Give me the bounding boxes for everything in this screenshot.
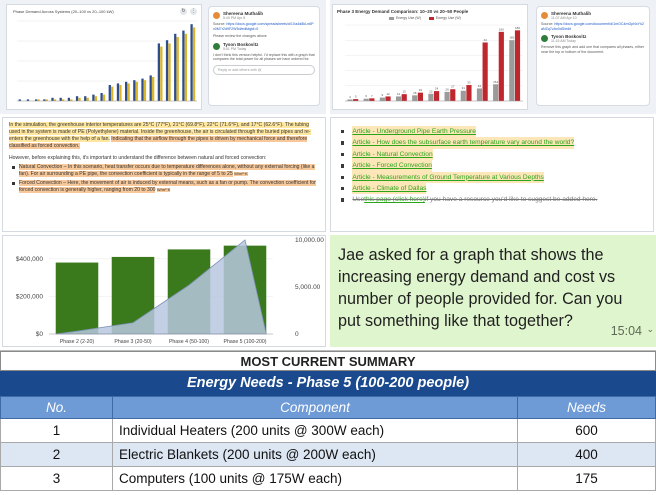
data-label: 31 [461,86,465,91]
bar [125,82,127,101]
bar [193,27,195,101]
reply-time: 11:15 AM Today [551,39,576,44]
bar [450,89,455,101]
bar [396,96,401,101]
data-label: 9 [381,93,384,98]
bar [185,34,187,101]
message-text: Jae asked for a graph that shows the increasing energy demand and cost vs number of people provided for. Can you put something like that together? [338,246,623,330]
data-label: 22 [429,89,433,94]
list-item [341,183,643,194]
article-link[interactable]: Article - Climate of Dallas [352,183,426,194]
reply-time: 5:51 PM Today [223,46,247,51]
bar [182,31,184,101]
list-item: Natural Convection – In this scenario, heat transfer occurs due to temperature differences alone, without any external forcing (like a fan). For air surrounding a PE pipe, the convection coefficient is typically in the range of 5 to 25 W/m²·K [9,164,319,178]
reply-input[interactable]: Reply or add others with @ [213,65,315,75]
bar [418,93,423,101]
row-component: Individual Heaters (200 units @ 300W each) [113,419,518,443]
article-link[interactable]: Article - How does the subsurface earth temperature vary around the world? [352,137,574,148]
bar [434,91,439,101]
chart-actions [180,8,197,15]
comment-body: Source: https://docs.google.com/spreadsheets/d/1Xa4d8kLn6Pv0M7r2d9F2W5d/edit#gid=0 [213,22,314,31]
bar [466,85,471,101]
bar [477,88,482,101]
summary-title: MOST CURRENT SUMMARY [0,351,656,371]
avatar [213,43,220,50]
column-header: Component [113,397,518,419]
bar [92,95,94,101]
chevron-down-icon[interactable]: ⌄ [646,324,654,334]
bullet-list [9,164,319,194]
table-row [1,443,656,467]
unit-fraction: W/m²·K [234,170,248,176]
refresh-icon[interactable]: ↻ [181,8,186,14]
data-label: 12 [386,91,390,96]
data-label: 154 [493,79,499,84]
bar [380,98,385,101]
row-needs: 400 [518,443,656,467]
row-number: 2 [1,443,113,467]
bar [509,40,514,101]
avatar [541,12,548,19]
y-tick-label: $400,000 [15,255,43,263]
row-needs: 600 [518,419,656,443]
bar [158,43,160,101]
phase-heading: Energy Needs - Phase 5 (100-200 people) [0,371,656,396]
bar [177,37,179,101]
summary-table-panel [0,350,656,495]
bar [68,98,70,101]
comment-author: Shereena Muthalib [551,11,592,16]
bar [168,43,170,101]
bar [515,30,520,101]
paragraph: In the simulation, the greenhouse interior temperatures are 25°C (77°F), 21°C (69.8°F), 22°C (71.6°F), and 17°C (62.6°F). The tubing used in the system is made of PE (Polyethylene) material. Inside the greenhouse, the air is circulated through the buried pipes and re-enters the greenhouse with the help of a fan. Indicating that the airflow through the pipes is driven by mechanical force and therefore classified as forced convection. [9,122,311,149]
bar [76,96,78,101]
bar [428,94,433,101]
bar [483,42,488,101]
y2-tick-label: 5,000.00 [295,284,321,291]
chat-message [330,235,656,347]
bar [144,80,146,101]
bar [103,95,105,101]
article-link[interactable]: Article - Measurements of Ground Temperature at Various Depths [352,172,543,183]
bar [369,98,374,101]
bar [402,94,407,101]
avatar [541,35,548,42]
chart-title: Phase 3 Energy Demand Comparison: 10–20 vs 20–50 People [337,9,469,14]
cost-demand-chart [2,235,326,347]
data-label: 182 [509,35,515,40]
bar [117,83,119,101]
x-tick-label: Phase 2 (2-20) [59,339,95,345]
legend-item: Energy Use (W) [429,16,461,20]
bar [133,80,135,101]
chart-legend [389,16,461,20]
bar [160,47,162,101]
bar [445,92,450,101]
comment-author: Shereena Muthalib [223,11,264,16]
bar [141,79,143,101]
bar-chart-card[interactable] [6,4,202,110]
list-item [341,172,643,183]
data-label: 19 [418,88,423,93]
y2-tick-label: 0 [295,331,299,338]
bar [461,91,466,101]
bar [174,34,176,101]
bar [87,98,89,101]
bar [385,96,390,101]
message-bubble[interactable] [330,235,656,347]
bar [150,75,152,101]
data-label: 7 [371,93,373,98]
data-label: 5 [354,94,357,99]
doc-screenshot-grouped-chart [330,0,656,114]
row-number: 1 [1,419,113,443]
column-header: No. [1,397,113,419]
bar [51,98,53,101]
list-item [341,137,643,148]
row-needs: 175 [518,467,656,491]
unit-fraction: W/m²·K [156,186,171,192]
bar [364,99,369,101]
bar [499,32,504,101]
table-row [1,419,656,443]
data-label: 6 [365,94,368,99]
data-label: 186 [514,25,521,30]
data-label: 12 [396,91,401,96]
source-link[interactable]: https://docs.google.com/spreadsheets/d/1Xa4d8kLn6Pv0M7r2d9F2W5d/edit#gid=0 [213,22,314,31]
data-label: 4 [349,94,351,99]
reply-author: Tyson Boskovitz [551,34,587,40]
row-component: Computers (100 units @ 175W each) [113,467,518,491]
list-item [341,126,643,137]
bar [78,98,80,101]
reply-body: I don't think this version helpful. I'd replace this with a graph that compares the total power for all phases we have ordered for. [213,52,315,62]
comment-body: Source: https://docs.google.com/document/d/1mOC4mGpNxYk2aNZq7vAx0dS/edit [541,22,644,31]
document-text-excerpt [2,117,326,232]
bar [111,87,113,101]
paragraph: However, before explaining this, it's important to understand the difference between natural and forced convection: [9,155,267,161]
data-label: 26 [445,87,449,92]
legend-item: Energy Use (W) [389,16,421,20]
comment-time: 11:07 AM Apr 10 [551,16,577,20]
bar [412,95,417,101]
combo-chart [3,236,326,347]
list-item: Forced Convection – Here, the movement of air is induced by external means, such as a fan or pump. The convection coefficient for forced convection is generally higher, ranging from 20 to 300 W/m²·K [9,180,319,194]
data-label: 44 [483,37,487,42]
column-header: Needs [518,397,656,419]
article-link[interactable]: Article - Forced Convection [352,160,432,171]
bar [493,84,498,101]
bar [84,96,86,101]
bar [60,98,62,101]
bar [56,263,99,334]
x-tick-label: Phase 3 (20-50) [114,339,152,345]
x-tick-label: Phase 5 (100-200) [223,339,267,345]
list-item [341,160,643,171]
bar [109,85,111,101]
data-label: 18 [413,90,417,95]
message-time: 15:04 [610,324,642,338]
suggest-link[interactable]: this page (click here) [364,196,425,204]
avatar [213,12,220,19]
bar [127,83,129,101]
bar [95,96,97,101]
bar [136,82,138,101]
table-row [1,467,656,491]
row-number: 3 [1,467,113,491]
data-label: 42 [477,83,482,88]
row-component: Electric Blankets (200 units @ 200W each) [113,443,518,467]
comment-thread [208,6,320,106]
data-label: 27 [451,84,455,89]
grouped-chart-card[interactable] [332,4,528,110]
list-item [341,149,643,160]
article-link[interactable]: Article - Underground Pipe Earth Pressure [352,126,476,137]
more-icon[interactable]: ⋮ [191,8,196,14]
bar [119,85,121,101]
reply-body: Remove this graph and add one that compares all phases, either near the top or bottom of the document. [541,45,645,54]
grouped-bar-chart [333,21,529,111]
highlighted-text: Indicating that the airflow through the pipes is driven by mechanical force and therefore classified as forced convection. [9,136,308,149]
article-link[interactable]: Article - Natural Convection [352,149,432,160]
reply-author: Tyson Boskovitz [223,41,259,47]
data-label: 24 [434,86,439,91]
comment-thread [536,6,650,106]
x-tick-label: Phase 4 (50-100) [168,339,210,345]
data-label: 15 [402,89,406,94]
y-tick-label: $0 [35,331,43,338]
bar-chart [7,15,203,109]
data-label: 33 [467,80,471,85]
bar [166,40,168,101]
source-link[interactable]: https://docs.google.com/document/d/1mOC4mGpNxYk2aNZq7vAx0dS/edit [541,22,644,31]
bar [100,93,102,101]
doc-screenshot-chart-comments [0,0,326,114]
y-tick-label: $200,000 [15,293,43,301]
chart-title: Phase Demand Across Systems (20–100 vs 20–100 kW) [13,9,114,14]
data-label: 160 [498,27,504,32]
bar [190,24,192,101]
comment-time: 5:40 PM Apr 8 [223,16,246,20]
comment-note: Please review the changes above [213,34,267,39]
energy-needs-table [0,396,656,491]
list-item: Use this page (click here) if you have a resource you'd like to suggest be added here. [341,194,643,205]
resource-links-list [330,117,654,232]
bar [353,99,358,101]
bar [152,77,154,101]
y2-tick-label: 10,000.00 [295,237,324,244]
